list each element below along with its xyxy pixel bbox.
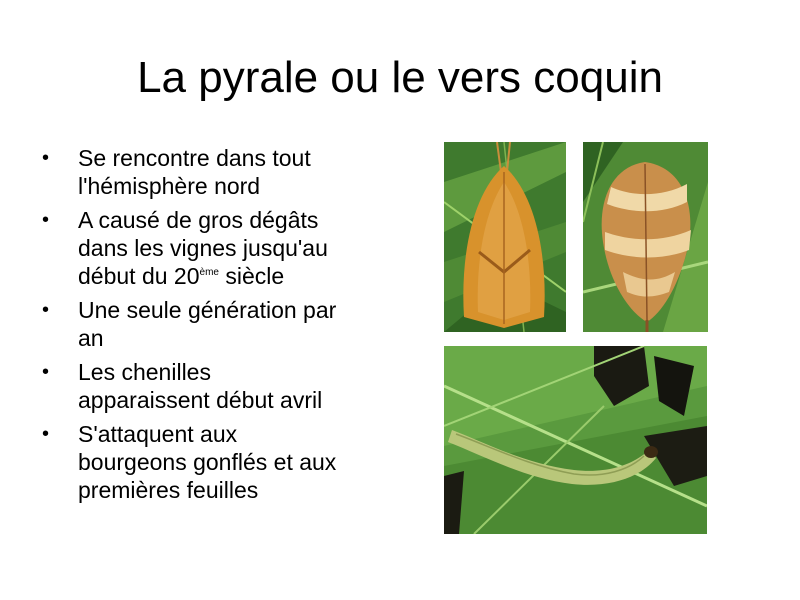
bullet-item: • S'attaquent aux bourgeons gonflés et aux premières feuilles (42, 421, 337, 503)
bullet-item: • Les chenilles apparaissent début avril (42, 359, 323, 413)
moth-orange-photo (444, 142, 566, 332)
bullet-item: • A causé de gros dégâts dans les vignes jusqu'au début du 20ème siècle (42, 207, 328, 289)
bullet-icon: • (42, 209, 50, 231)
bullet-item: • Une seule génération par an (42, 297, 337, 351)
bullet-icon: • (42, 147, 50, 169)
bullet-item: • Se rencontre dans tout l'hémisphère nord (42, 145, 311, 199)
bullet-icon: • (42, 361, 50, 383)
caterpillar-photo (444, 346, 707, 534)
bullet-list (40, 144, 390, 510)
bullet-icon: • (42, 423, 50, 445)
slide-title: La pyrale ou le vers coquin (137, 53, 663, 102)
bullet-icon: • (42, 299, 50, 321)
moth-banded-photo (583, 142, 708, 332)
